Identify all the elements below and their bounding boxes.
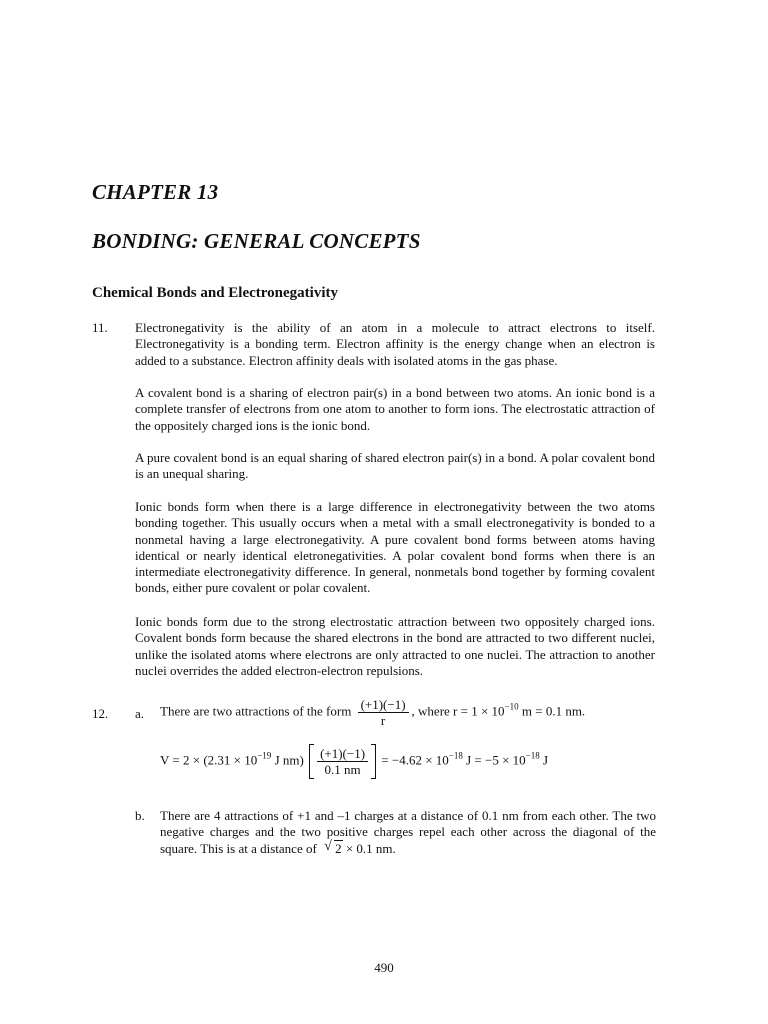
part-b-label: b. bbox=[135, 808, 145, 823]
equation-result-1: = −4.62 × 10 bbox=[378, 752, 449, 768]
charge-fraction bbox=[317, 746, 368, 777]
part-a-label: a. bbox=[135, 706, 145, 721]
q11-paragraph-1: Electronegativity is the ability of an atom in a molecule to attract electrons to itself. Electronegativity is a bonding term. Electron affinity is the energy change when an electron is added to a substance. Electron affinity deals with isolated atoms in the gas phase. bbox=[135, 320, 655, 368]
chapter-title: BONDING: GENERAL CONCEPTS bbox=[92, 229, 421, 253]
energy-equation bbox=[160, 744, 548, 779]
fraction-denominator: 0.1 nm bbox=[324, 762, 361, 777]
coulomb-fraction bbox=[358, 697, 409, 728]
exponent: −18 bbox=[448, 750, 463, 761]
bracketed-fraction bbox=[309, 744, 376, 779]
fraction-denominator: r bbox=[380, 713, 386, 728]
q11-paragraph-3: A pure covalent bond is an equal sharing of shared electron pair(s) in a bond. A polar covalent bond is an unequal sharing. bbox=[135, 450, 655, 482]
equation-units: J nm) bbox=[271, 752, 304, 768]
exponent: −18 bbox=[525, 750, 540, 761]
equation-start: V = 2 × (2.31 × 10 bbox=[160, 752, 258, 768]
page-number: 490 bbox=[374, 960, 394, 975]
exponent: −19 bbox=[257, 750, 272, 761]
part-a-end: m = 0.1 nm. bbox=[518, 703, 586, 719]
part-a-intro: There are two attractions of the form bbox=[160, 703, 352, 719]
exponent: −10 bbox=[504, 701, 519, 712]
equation-result-2: J = −5 × 10 bbox=[462, 752, 526, 768]
part-a-text bbox=[160, 697, 585, 728]
q11-paragraph-4: Ionic bonds form when there is a large difference in electronegativity between the two atoms bonding together. This usually occurs when a metal with a small electronegativity is bonded to a nonmetal having a large electronegativity. A pure covalent bond forms between atoms having identical or nearly identical eletronegativities. A polar covalent bond forms when there is an intermediate electronegativity difference. In general, nonmetals bond together by forming covalent bonds, either pure covalent or polar covalent. bbox=[135, 499, 655, 596]
question-number-12: 12. bbox=[92, 706, 109, 721]
fraction-numerator: (+1)(−1) bbox=[317, 746, 368, 762]
q11-paragraph-5: Ionic bonds form due to the strong electrostatic attraction between two oppositely charged ions. Covalent bonds form because the shared electrons in the bond are attracted to two different nuclei, unlike the isolated atoms where electrons are only attracted to one nuclei. The attraction to another nuclei overrides the added electron-electron repulsions. bbox=[135, 614, 655, 678]
section-heading: Chemical Bonds and Electronegativity bbox=[92, 285, 338, 301]
q11-paragraph-2: A covalent bond is a sharing of electron pair(s) in a bond between two atoms. An ionic bond is a complete transfer of electrons from one atom to another to form ions. The electrostatic attraction of the oppositely charged ions is the ionic bond. bbox=[135, 385, 655, 433]
question-number-11: 11. bbox=[92, 320, 108, 335]
square-root bbox=[324, 838, 343, 857]
equation-result-3: J bbox=[539, 752, 549, 768]
fraction-numerator: (+1)(−1) bbox=[358, 697, 409, 713]
part-b-tail: × 0.1 nm. bbox=[342, 840, 396, 856]
part-b-body: There are 4 attractions of +1 and –1 charges at a distance of 0.1 nm from each other. The two negative charges and the two positive charges repel each other across the diagonal of the square. This is at a distance of bbox=[160, 808, 656, 856]
chapter-heading: CHAPTER 13 bbox=[92, 180, 219, 204]
radicand: 2 bbox=[335, 840, 342, 856]
radical-sign: √ bbox=[324, 838, 332, 854]
part-a-where: , where r = 1 × 10 bbox=[411, 703, 505, 719]
part-b-text bbox=[160, 808, 656, 857]
